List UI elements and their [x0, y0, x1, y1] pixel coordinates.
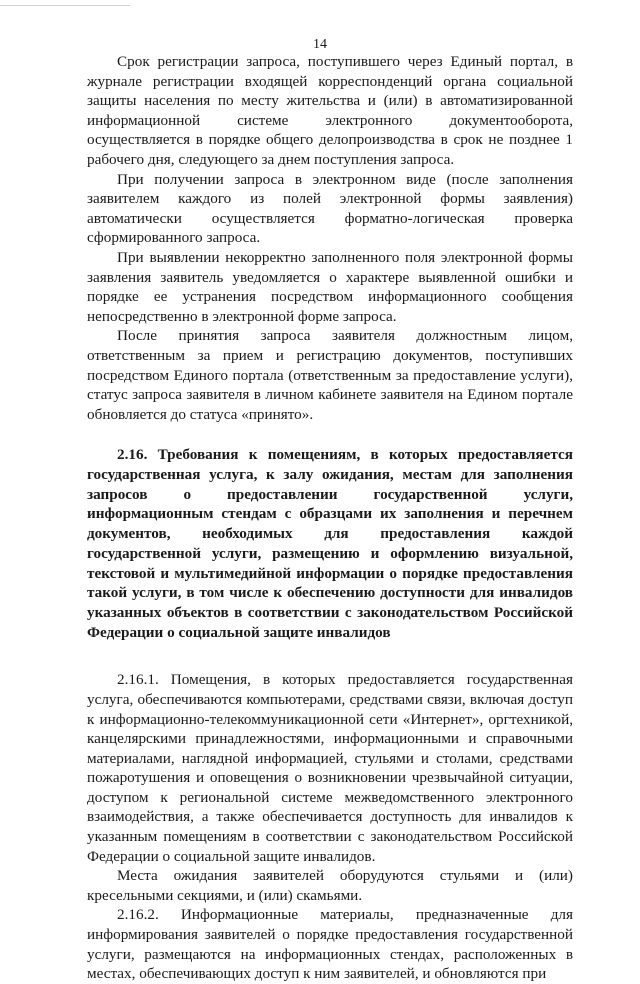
paragraph-registration-deadline: Срок регистрации запроса, поступившего через Единый портал, в журнале регистрации входящей корреспонденций органа социальной защиты населения по месту жительства и (или) в автоматизированной информационной системе электронного документооборота, осуществляется в порядке общего делопроизводства в срок не позднее 1 рабочего дня, следующего за днем поступления запроса. — [87, 53, 573, 168]
section-heading-2-16: 2.16. Требования к помещениям, в которых предоставляется государственная услуга, к залу ожидания, местам для заполнения запросов о предоставлении государственной услуги, информационным стендам с образцами их заполнения и перечнем документов, необходимых для предоставления каждой государственной услуги, размещению и оформлению визуальной, текстовой и мультимедийной информации о порядке предоставления такой услуги, в том числе к обеспечению доступности для инвалидов указанных объектов в соответствии с законодательством Российской Федерации о социальной защите инвалидов — [87, 446, 573, 641]
paragraph-2-16-2: 2.16.2. Информационные материалы, предназначенные для информирования заявителей о порядке предоставления государственной услуги, размещаются на информационных стендах, расположенных в местах, обеспечивающих доступ к ним заявителей, и обновляются при — [87, 906, 573, 983]
paragraph-format-check: При получении запроса в электронном виде (после заполнения заявителем каждого из полей электронной формы заявления) автоматически осуществляется форматно-логическая проверка сформированного запроса. — [87, 170, 573, 247]
paragraph-waiting-places: Места ожидания заявителей оборудуются стульями и (или) кресельными секциями, и (или) скамьями. — [87, 867, 573, 904]
paragraph-error-notice: При выявлении некорректно заполненного поля электронной формы заявления заявитель уведомляется о характере выявленной ошибки и порядке ее устранения посредством информационного сообщения непосредственно в электронной форме запроса. — [87, 248, 573, 325]
paragraph-2-16-1: 2.16.1. Помещения, в которых предоставляется государственная услуга, обеспечиваются компьютерами, средствами связи, включая доступ к информационно-телекоммуникационной сети «Интернет», оргтехникой, канцелярскими принадлежностями, информационными и справочными материалами, наглядной информацией, стульями и столами, средствами пожаротушения и оповещения о возникновении чрезвычайной ситуации, доступом к региональной системе межведомственного электронного взаимодействия, а также обеспечивается доступность для инвалидов к указанным помещениям в соответствии с законодательством Российской Федерации о социальной защите инвалидов. — [87, 671, 573, 865]
scan-edge-mark — [0, 0, 130, 6]
paragraph-status-accepted: После принятия запроса заявителя должностным лицом, ответственным за прием и регистрацию документов, поступивших посредством Единого портала (ответственным за предоставление услуги), статус запроса заявителя в личном кабинете заявителя на Едином портале обновляется до статуса «принято». — [87, 327, 573, 423]
document-body — [87, 52, 573, 984]
page-number: 14 — [313, 37, 327, 52]
